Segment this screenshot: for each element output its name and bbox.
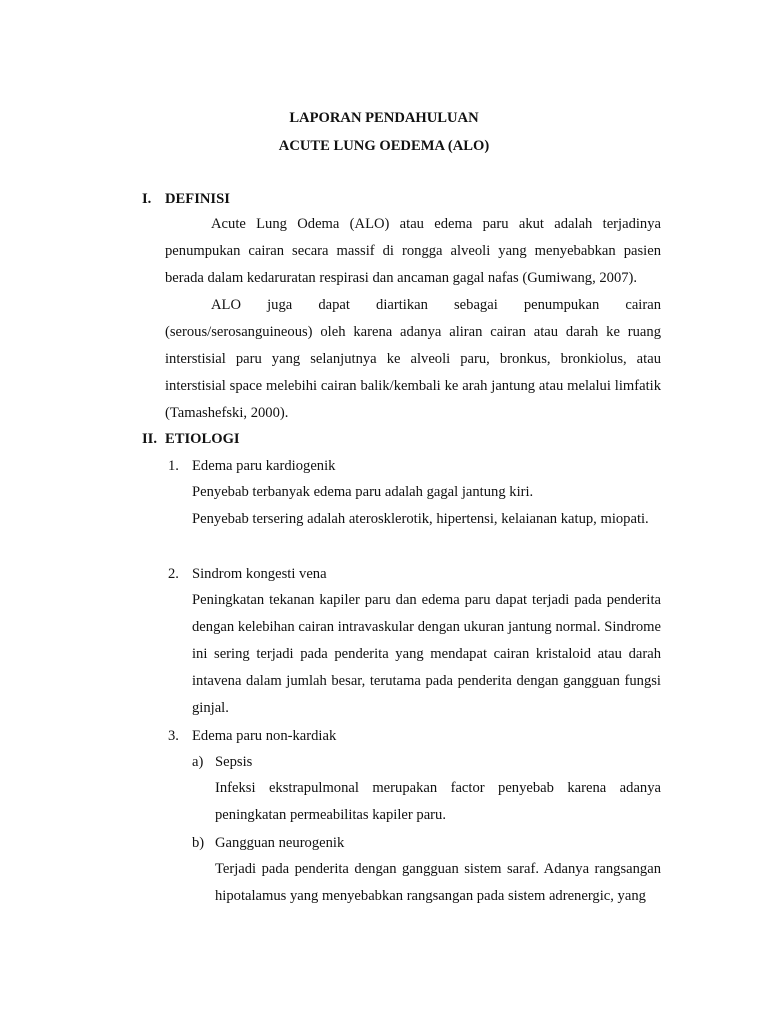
sub-list-item-title: Gangguan neurogenik xyxy=(215,835,345,851)
list-marker: 2. xyxy=(168,566,179,582)
sub-list-marker: a) xyxy=(192,754,204,770)
sub-list-item-text: Terjadi pada penderita dengan gangguan sistem saraf. Adanya rangsangan hipotalamus yang menyebabkan rangsangan pada sistem adrenergic, yang xyxy=(215,861,661,904)
list-marker: 3. xyxy=(168,728,179,744)
section-title: ETIOLOGI xyxy=(165,431,240,447)
list-marker: 1. xyxy=(168,458,179,474)
sub-list-item-text: Infeksi ekstrapulmonal merupakan factor penyebab karena adanya peningkatan permeabilitas kapiler paru. xyxy=(215,780,661,823)
list-item-text: Penyebab terbanyak edema paru adalah gagal jantung kiri. xyxy=(192,484,534,500)
list-item-title: Edema paru kardiogenik xyxy=(192,458,336,474)
document-title: LAPORAN PENDAHULUAN xyxy=(289,110,479,126)
list-item-title: Edema paru non-kardiak xyxy=(192,728,337,744)
definisi-paragraph-2: ALO juga dapat diartikan sebagai penumpukan cairan (serous/serosanguineous) oleh karena adanya aliran cairan atau darah ke ruang interstisial paru yang selanjutnya ke alveoli paru, bronkus, bronkiolus, atau interstisial space melebihi cairan balik/kembali ke arah jantung atau melalui limfatik (Tamashefski, 2000). xyxy=(165,297,661,421)
section-number: II. xyxy=(142,431,158,447)
list-item-text: Penyebab tersering adalah aterosklerotik, hipertensi, kelaianan katup, miopati. xyxy=(192,511,649,527)
section-number: I. xyxy=(142,191,152,207)
list-item-text: Peningkatan tekanan kapiler paru dan edema paru dapat terjadi pada penderita dengan kelebihan cairan intravaskular dengan ukuran jantung normal. Sindrome ini sering terjadi pada penderita yang mendapat cairan kristaloid atau darah intavena dalam jumlah besar, terutama pada penderita dengan gangguan fungsi ginjal. xyxy=(192,592,661,716)
definisi-paragraph-1: Acute Lung Odema (ALO) atau edema paru akut adalah terjadinya penumpukan cairan secara massif di rongga alveoli yang menyebabkan pasien berada dalam kedaruratan respirasi dan ancaman gagal nafas (Gumiwang, 2007). xyxy=(165,216,661,286)
section-title: DEFINISI xyxy=(165,191,230,207)
sub-list-marker: b) xyxy=(192,835,205,851)
list-item-title: Sindrom kongesti vena xyxy=(192,566,327,582)
sub-list-item-title: Sepsis xyxy=(215,754,253,770)
document-subtitle: ACUTE LUNG OEDEMA (ALO) xyxy=(278,138,490,154)
